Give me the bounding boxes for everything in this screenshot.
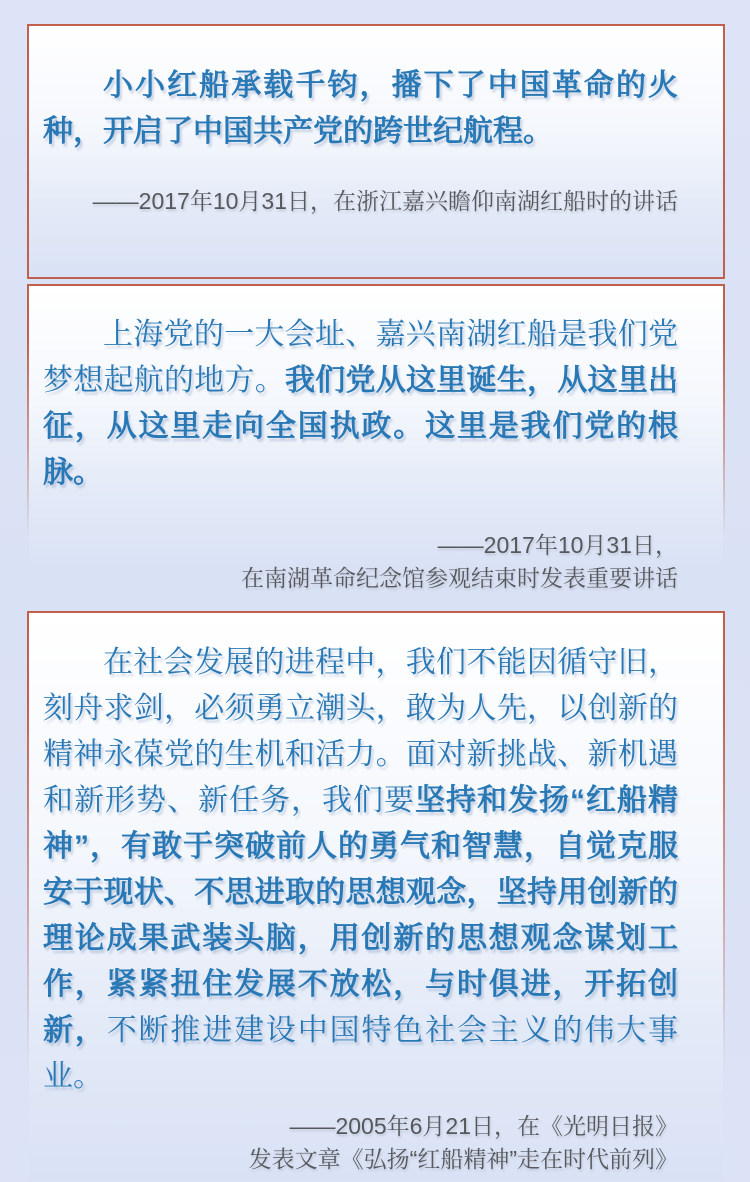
- quote-segment: 上海党的一大会址、嘉兴南湖红船是我们党梦想起航的地方。: [43, 318, 678, 397]
- quote-card-2: [27, 284, 725, 591]
- quote-attribution: [29, 185, 723, 218]
- attribution-line: ——2005年6月21日，在《光明日报》: [289, 1113, 678, 1139]
- attribution-line: ——2017年10月31日，在浙江嘉兴瞻仰南湖红船时的讲话: [92, 188, 678, 214]
- quote-attribution: [29, 529, 723, 595]
- attribution-line: ——2017年10月31日，: [437, 532, 678, 558]
- quote-segment: 小小红船承载千钧，播下了中国革命的火种，开启了中国共产党的跨世纪航程。: [43, 69, 678, 148]
- quote-segment: 坚持和发扬“红船精神”，有敢于突破前人的勇气和智慧，自觉克服安于现状、不思进取的思想观念，坚持用创新的理论成果武装头脑，用创新的思想观念谋划工作，紧紧扭住发展不放松，与时俱进，开拓创新，: [43, 784, 678, 1047]
- quote-text: [29, 613, 723, 1100]
- attribution-line: 发表文章《弘扬“红船精神”走在时代前列》: [248, 1146, 678, 1172]
- quote-text: [29, 286, 723, 496]
- quote-text: [29, 26, 723, 155]
- quote-card-1: [27, 24, 725, 279]
- attribution-line: 在南湖革命纪念馆参观结束时发表重要讲话: [241, 565, 678, 591]
- quote-segment: 在社会发展的进程中，我们不能因循守旧，刻舟求剑，必须勇立潮头，敢为人先，以创新的精神永葆党的生机和活力。面对新挑战、新机遇和新形势、新任务，我们要: [43, 646, 678, 817]
- quote-attribution: [29, 1110, 723, 1176]
- quote-segment: 我们党从这里诞生，从这里出征，从这里走向全国执政。这里是我们党的根脉。: [43, 364, 678, 489]
- quote-segment: 不断推进建设中国特色社会主义的伟大事业。: [43, 1014, 679, 1093]
- quote-card-3: [27, 611, 725, 1182]
